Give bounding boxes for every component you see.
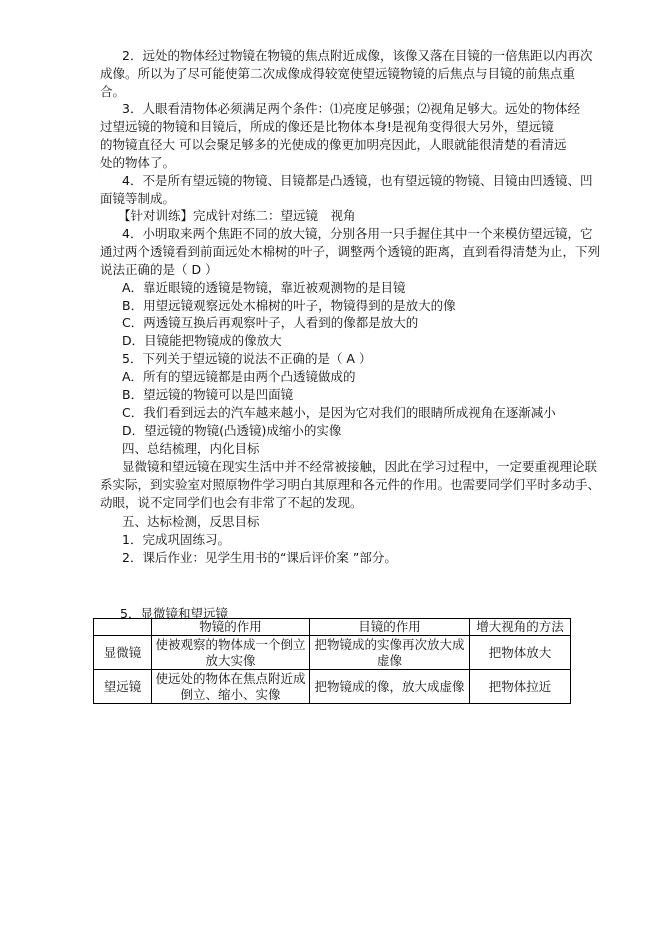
header-cell-empty: [94, 619, 152, 636]
question-5-option-d: D．望远镜的物镜(凸透镜)成缩小的实像: [122, 423, 342, 438]
paragraph-line: 系实际，到实验室对照原物件学习明白其原理和各元件的作用。也需要同学们平时多动手、: [100, 477, 601, 492]
question-5-option-b: B．望远镜的物镜可以是凹面镜: [122, 387, 294, 402]
header-cell-eyepiece: 目镜的作用: [310, 619, 470, 636]
question-4-option-a: A．靠近眼镜的透镜是物镜，靠近被观测物的是目镜: [122, 280, 406, 295]
table-row: [94, 670, 571, 704]
question-4-stem: 4．小明取来两个焦距不同的放大镜，分别各用一只手握住其中一个来模仿望远镜，它: [122, 226, 593, 241]
paragraph-line: 动眼，说不定同学们也会有非常了不起的发现。: [100, 495, 363, 510]
table-title: 5．显微镜和望远镜: [120, 606, 228, 621]
question-4-option-d: D．目镜能把物镜成的像放大: [122, 333, 282, 348]
question-4-stem: 通过两个透镜看到前面远处木棉树的叶子，调整两个透镜的距离，直到看得清楚为止，下列: [100, 244, 601, 259]
objective-cell: [152, 636, 310, 670]
cell-line: 虚像: [376, 652, 402, 668]
paragraph-line: 的物镜直径大 可以会聚足够多的光使成的像更加明亮因此，人眼就能很清楚的看清远: [100, 137, 567, 152]
paragraph-line: 4．不是所有望远镜的物镜、目镜都是凸透镜，也有望远镜的物镜、目镜由凹透镜、凹: [122, 173, 593, 188]
cell-line: 把物镜成的像，放大成虚像: [314, 678, 465, 694]
comparison-table: [93, 618, 571, 704]
question-4-option-c: C．两透镜互换后再观察叶子，人看到的像都是放大的: [122, 315, 419, 330]
header-cell-objective: 物镜的作用: [152, 619, 310, 636]
question-4-option-b: B．用望远镜观察远处木棉树的叶子，物镜得到的是放大的像: [122, 298, 456, 313]
cell-line: 倒立、缩小、实像: [180, 686, 281, 702]
cell-line: 把物镜成的实像再次放大成: [314, 636, 465, 652]
paragraph-line: 3．人眼看清物体必须满足两个条件：⑴亮度足够强；⑵视角足够大。远处的物体经: [122, 101, 580, 116]
question-4-stem: 说法正确的是（ D ）: [100, 262, 218, 277]
paragraph-line: 处的物体了。: [100, 155, 176, 170]
question-5-option-c: C．我们看到远去的汽车越来越小，是因为它对我们的眼睛所成视角在逐渐减小: [122, 405, 556, 420]
objective-cell: [152, 670, 310, 704]
table-row: [94, 636, 571, 670]
section-heading: 五、达标检测，反思目标: [122, 514, 260, 529]
section-heading: 四、总结梳理，内化目标: [122, 441, 260, 456]
question-5-option-a: A．所有的望远镜都是由两个凸透镜做成的: [122, 369, 356, 384]
method-cell: 把物体放大: [470, 636, 571, 670]
cell-line: 使远处的物体在焦点附近成: [155, 670, 306, 686]
paragraph-line: 显微镜和望远镜在现实生活中并不经常被接触，因此在学习过程中，一定要重视理论联: [122, 459, 598, 474]
paragraph-line: 2．远处的物体经过物镜在物镜的焦点附近成像，该像又落在目镜的一倍焦距以内再次: [122, 48, 593, 63]
table-header-row: [94, 619, 571, 636]
paragraph-line: 过望远镜的物镜和目镜后，所成的像还是比物体本身ǃ是视角变得很大另外，望远镜: [100, 119, 554, 134]
eyepiece-cell: [310, 636, 470, 670]
row-name-cell: 显微镜: [94, 636, 152, 670]
paragraph-line: 1．完成巩固练习。: [122, 532, 230, 547]
eyepiece-cell: [310, 670, 470, 704]
paragraph-line: 面镜等制成。: [100, 191, 176, 206]
paragraph-line: 成像。所以为了尽可能使第二次成像成得较宽使望远镜物镜的后焦点与目镜的前焦点重: [100, 66, 576, 81]
header-cell-method: 增大视角的方法: [470, 619, 571, 636]
training-heading: 【针对训练】完成针对练二：望远镜 视角: [118, 208, 356, 223]
cell-line: 使被观察的物体成一个倒立: [155, 636, 306, 652]
cell-line: 放大实像: [205, 652, 256, 668]
question-5-stem: 5．下列关于望远镜的说法不正确的是（ A ）: [122, 351, 372, 366]
row-name-cell: 望远镜: [94, 670, 152, 704]
paragraph-line: 2．课后作业：见学生用书的“课后评价案 ”部分。: [122, 550, 397, 565]
method-cell: 把物体拉近: [470, 670, 571, 704]
paragraph-line: 合。: [100, 84, 126, 99]
